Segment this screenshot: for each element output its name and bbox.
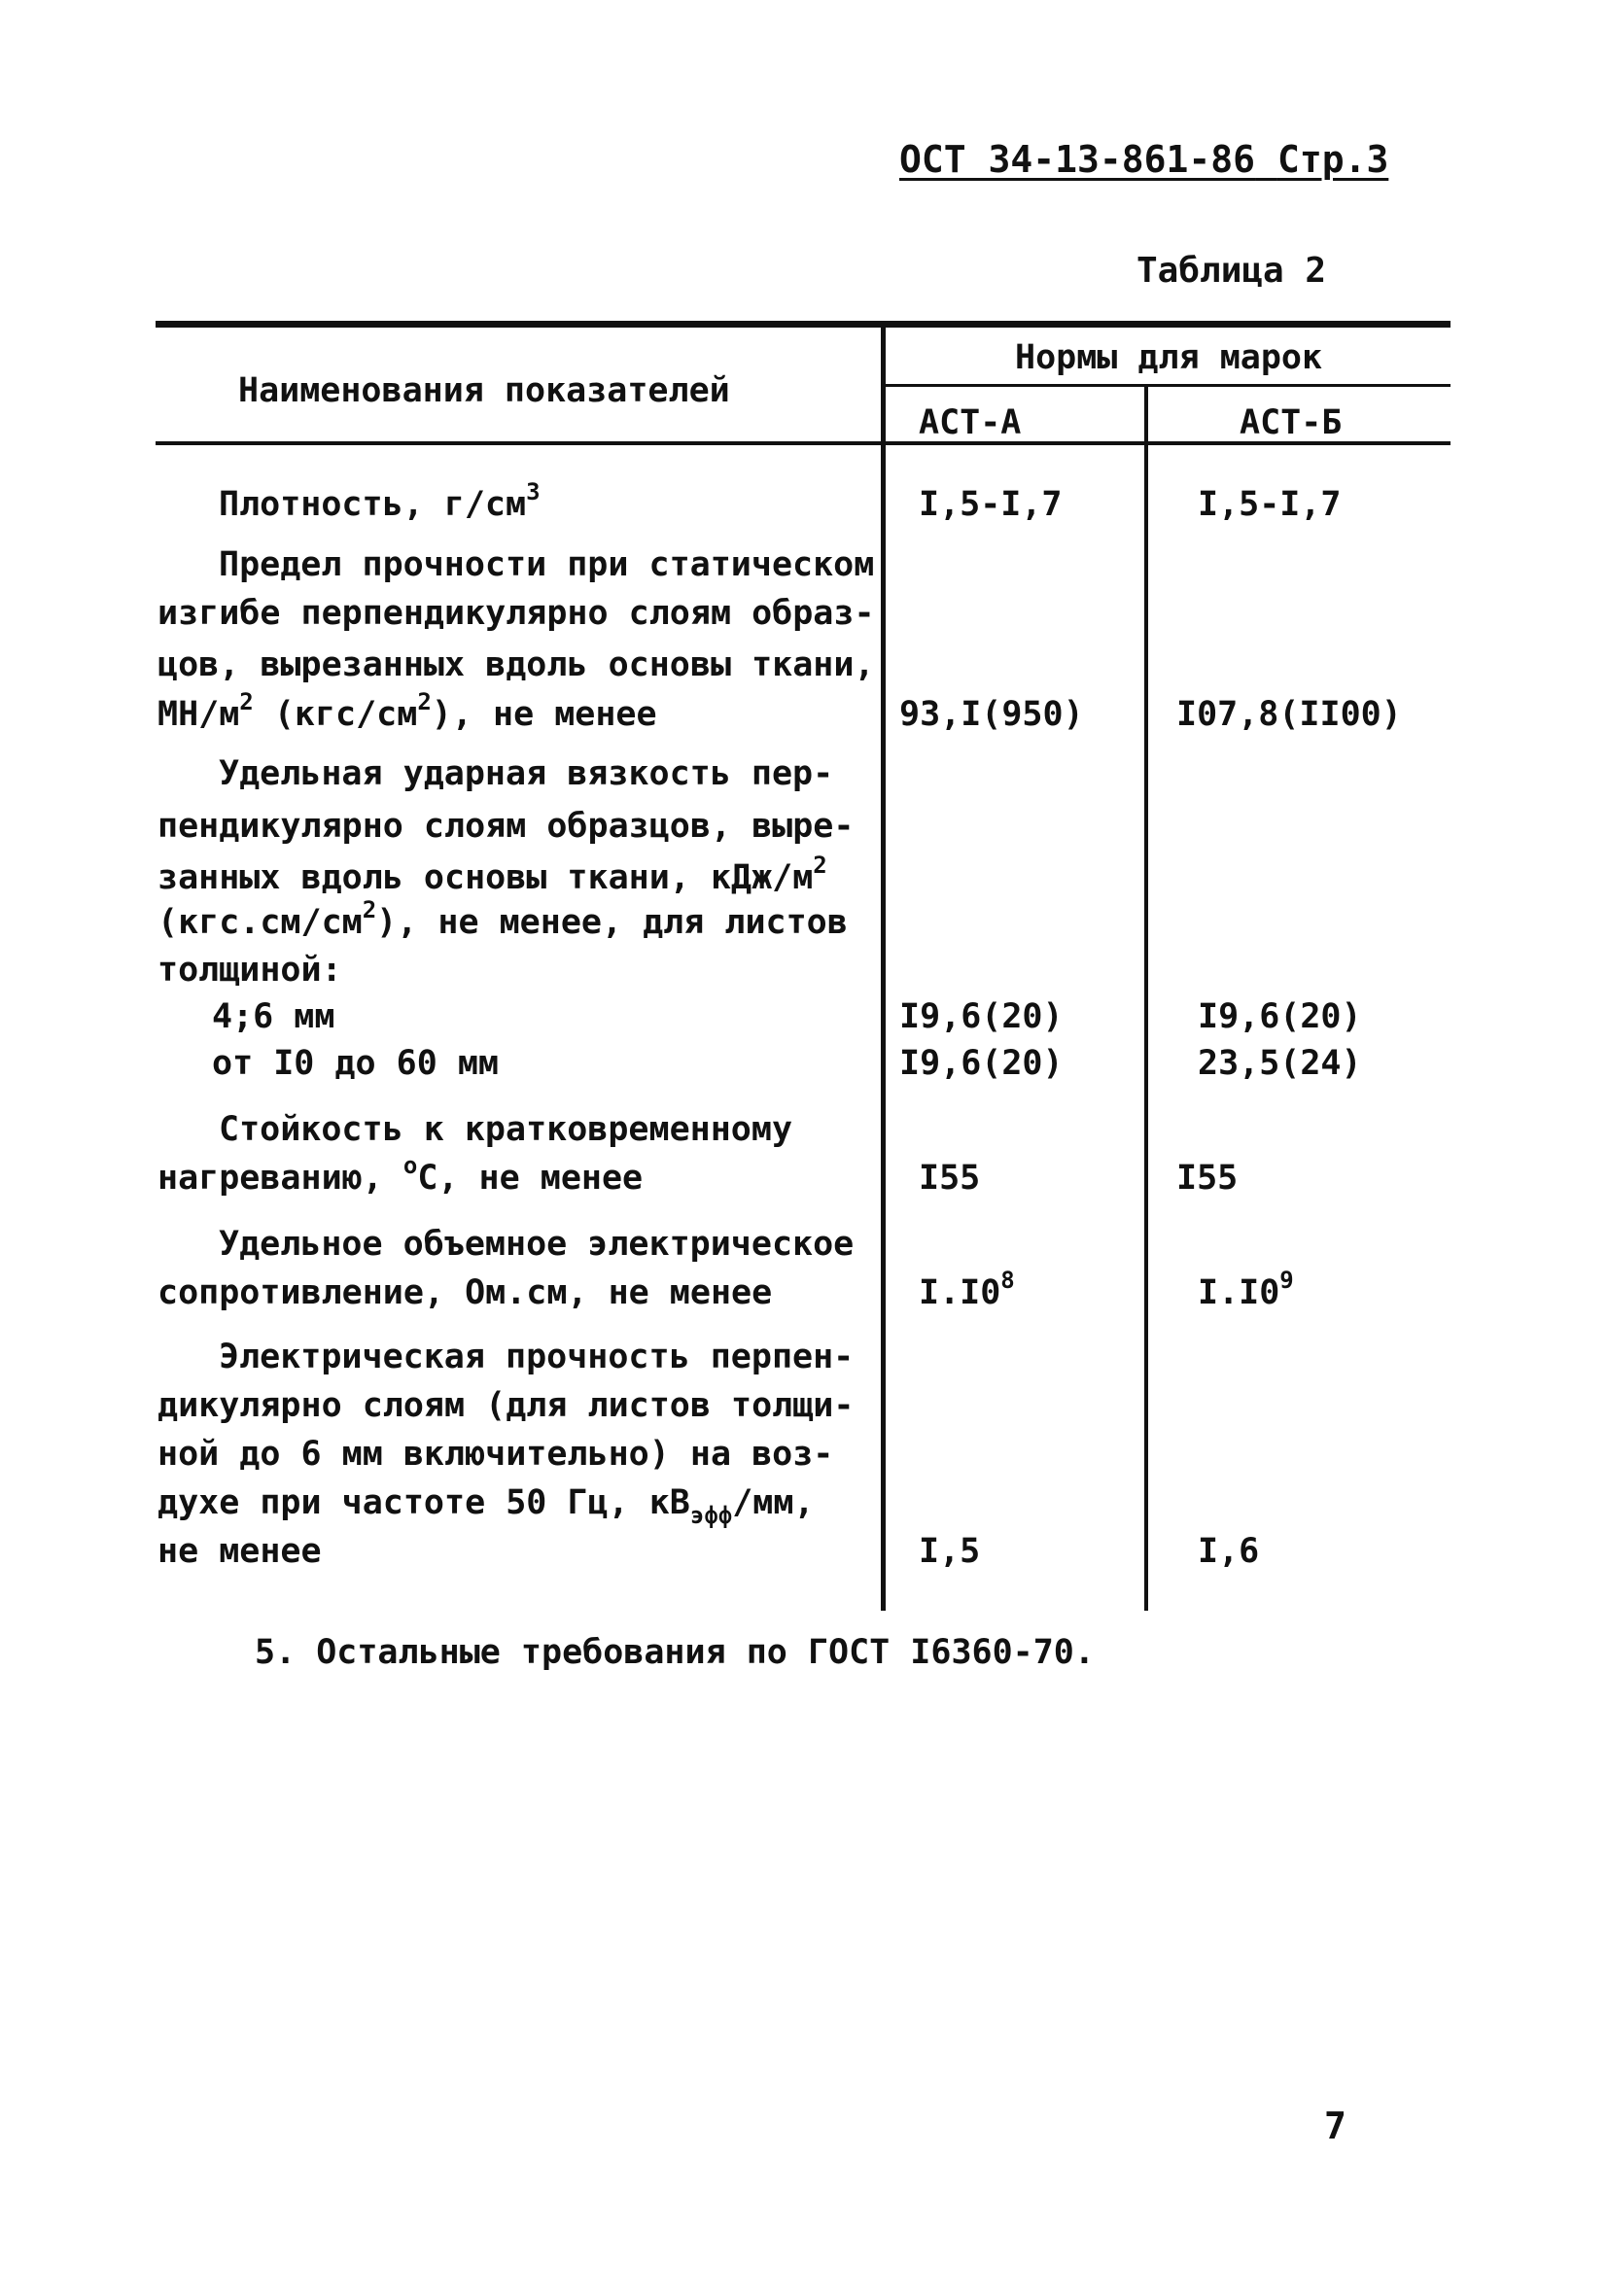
row-thickness-4-6-ast-b: I9,6(20) [1198, 997, 1362, 1036]
document-header [899, 138, 1388, 181]
row-heat-label-line2: нагреванию, $^о$C, не менее [157, 1152, 644, 1198]
column-header-ast-b: АСТ-Б [1240, 403, 1343, 442]
row-impact-label-line4: $(кгс.см/см^2)$, не менее, для листов [157, 896, 848, 942]
row-density-ast-a: I,5-I,7 [919, 485, 1063, 524]
row-bending-label-line2: изгибе перпендикулярно слоям образ- [157, 594, 875, 633]
row-dielectric-label-line4: духе при частоте 50 Гц, $кВ_{эфф}/мм$, [157, 1483, 815, 1529]
row-density-ast-b: I,5-I,7 [1198, 485, 1342, 524]
row-thickness-10-60-ast-a: I9,6(20) [899, 1044, 1064, 1083]
row-bending-label-line4: $МН/м^2$ $(кгс/см^2)$, не менее [157, 688, 657, 734]
row-thickness-4-6-label: 4;6 мм [212, 997, 335, 1036]
row-bending-label-line3: цов, вырезанных вдоль основы ткани, [157, 645, 875, 684]
table-caption: Таблица 2 [1136, 251, 1327, 291]
row-heat-label-line1: Стойкость к кратковременному [219, 1110, 793, 1149]
column-header-name: Наименования показателей [238, 371, 730, 410]
row-bending-ast-b: I07,8(II00) [1176, 695, 1402, 734]
row-impact-label-line1: Удельная ударная вязкость пер- [219, 754, 834, 793]
row-resistivity-ast-a: $I.I0^8$ [919, 1267, 1015, 1312]
column-divider-2 [1144, 386, 1148, 1611]
row-bending-ast-a: 93,I(950) [899, 695, 1084, 734]
row-impact-label-line2: пендикулярно слоям образцов, выре- [157, 807, 855, 846]
row-resistivity-label-line1: Удельное объемное электрическое [219, 1225, 855, 1264]
row-dielectric-label-line1: Электрическая прочность перпен- [219, 1338, 855, 1376]
column-header-ast-a: АСТ-А [919, 403, 1022, 442]
row-thickness-4-6-ast-a: I9,6(20) [899, 997, 1064, 1036]
header-subrule [882, 384, 1451, 387]
page-reference: Стр.3 [1276, 138, 1389, 181]
row-heat-ast-b: I55 [1176, 1159, 1239, 1198]
column-divider-1 [881, 328, 886, 1611]
row-dielectric-ast-a: I,5 [919, 1532, 981, 1571]
page-number: 7 [1324, 2105, 1346, 2147]
row-impact-label-line5: толщиной: [157, 951, 342, 990]
row-dielectric-label-line2: дикулярно слоям (для листов толщи- [157, 1386, 855, 1425]
row-dielectric-label-line5: не менее [157, 1532, 322, 1571]
row-dielectric-label-line3: ной до 6 мм включительно) на воз- [157, 1435, 834, 1474]
row-dielectric-ast-b: I,6 [1198, 1532, 1260, 1571]
note-remaining-requirements: 5. Остальные требования по ГОСТ I6360-70. [255, 1633, 1095, 1672]
row-heat-ast-a: I55 [919, 1159, 981, 1198]
document-reference: ОСТ 34-13-861-86 [899, 138, 1256, 181]
row-thickness-10-60-label: от I0 до 60 мм [212, 1044, 500, 1083]
row-impact-label-line3: занных вдоль основы ткани, кДж/$м^2$ [157, 852, 827, 897]
row-thickness-10-60-ast-b: 23,5(24) [1198, 1044, 1362, 1083]
row-resistivity-ast-b: $I.I0^9$ [1198, 1267, 1294, 1312]
table-top-rule [156, 321, 1451, 328]
row-density-label: Плотность, $г/см^3$ [219, 478, 541, 524]
row-bending-label-line1: Предел прочности при статическом [219, 545, 875, 584]
row-resistivity-label-line2: сопротивление, Ом.см, не менее [157, 1273, 773, 1312]
column-header-norms: Нормы для марок [1015, 338, 1323, 377]
